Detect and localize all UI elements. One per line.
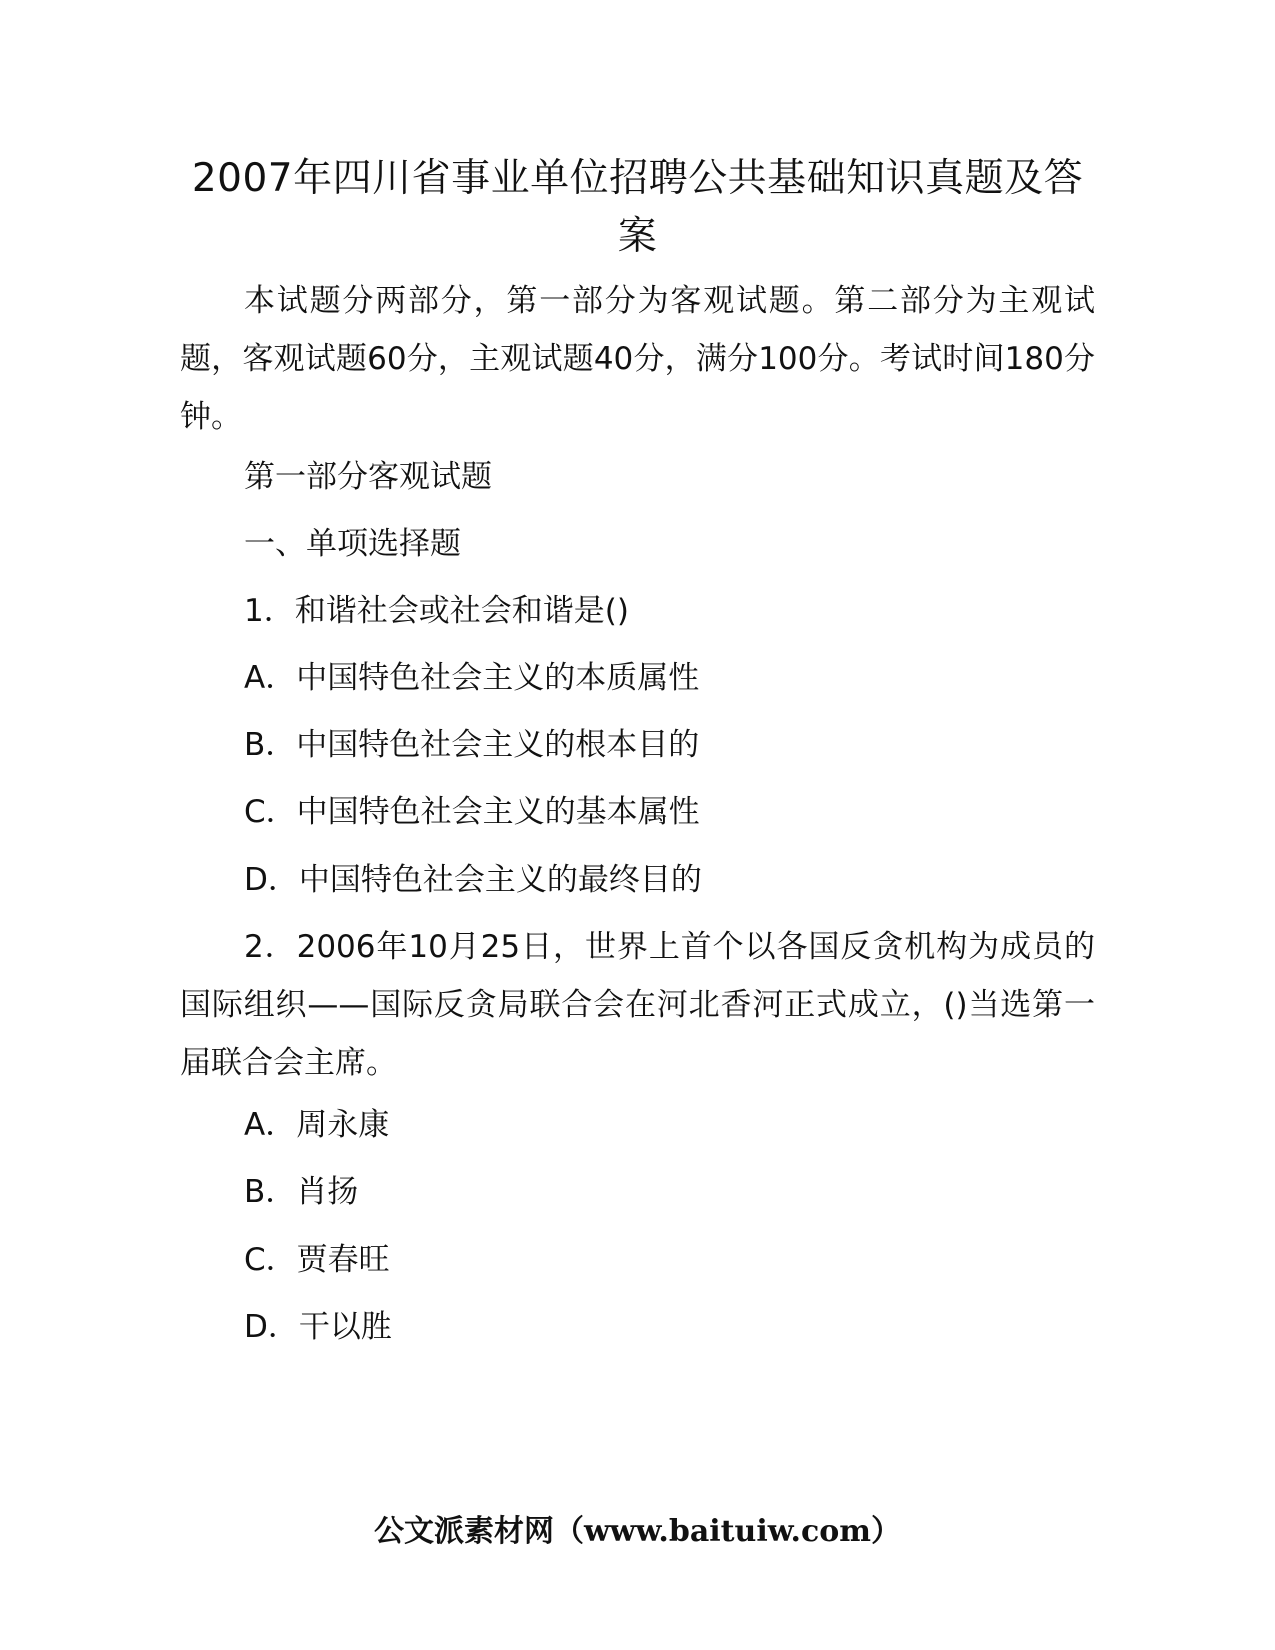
question-option: B．中国特色社会主义的根本目的 [244,727,700,763]
footer-source: 公文派素材网（www.baituiw.com） [373,1514,902,1549]
part-heading: 第一部分客观试题 [244,459,492,495]
question-option: C．贾春旺 [244,1242,390,1278]
section-heading: 一、单项选择题 [244,526,461,562]
question-option: A．周永康 [244,1107,390,1143]
intro-paragraph: 本试题分两部分，第一部分为客观试题。第二部分为主观试题，客观试题60分，主观试题40分，满分100分。考试时间180分钟。 [180,283,1095,435]
question-option: A．中国特色社会主义的本质属性 [244,660,700,696]
question-option: D．干以胜 [244,1309,392,1345]
question-option: B．肖扬 [244,1174,359,1210]
question-option: C．中国特色社会主义的基本属性 [244,794,700,830]
question-stem: 2．2006年10月25日，世界上首个以各国反贪机构为成员的国际组织——国际反贪局联合会在河北香河正式成立，()当选第一届联合会主席。 [180,929,1095,1081]
question-option: D．中国特色社会主义的最终目的 [244,862,702,898]
question-stem: 1．和谐社会或社会和谐是() [244,593,629,629]
document-title: 2007年四川省事业单位招聘公共基础知识真题及答案 [191,156,1084,259]
